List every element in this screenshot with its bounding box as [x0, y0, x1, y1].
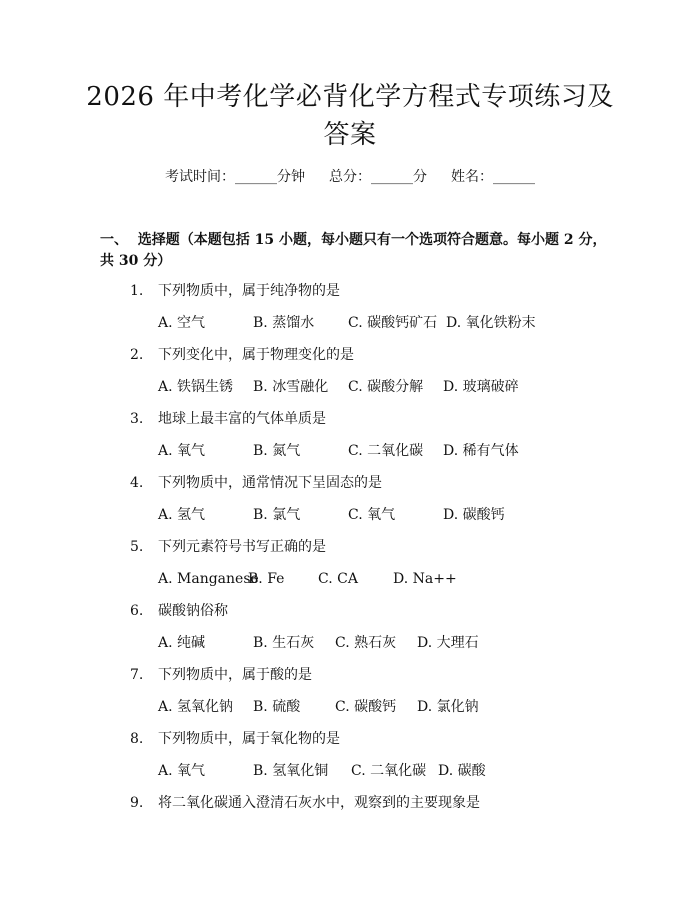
option-c: C. 二氧化碳	[351, 763, 427, 779]
question-9	[130, 793, 480, 813]
option-d: D. 氧化铁粉末	[446, 315, 536, 331]
question-2-options	[158, 377, 519, 397]
exam-time-label: 考试时间：______分钟	[165, 169, 305, 185]
option-b: B. 蒸馏水	[253, 315, 315, 331]
option-d: D. 碳酸	[438, 763, 486, 779]
section-heading-line-1: 一、 选择题（本题包括 15 小题，每小题只有一个选项符合题意。每小题 2 分，	[100, 232, 607, 248]
question-text: 下列物质中，属于酸的是	[158, 667, 312, 683]
question-number: 1.	[130, 283, 144, 299]
question-4	[130, 473, 382, 493]
exam-meta	[0, 167, 700, 187]
question-5-options	[158, 569, 457, 589]
question-1	[130, 281, 340, 301]
question-5	[130, 537, 326, 557]
question-text: 地球上最丰富的气体单质是	[158, 411, 326, 427]
option-b: B. 生石灰	[253, 635, 315, 651]
question-number: 2.	[130, 347, 144, 363]
question-text: 将二氧化碳通入澄清石灰水中，观察到的主要现象是	[158, 795, 480, 811]
question-number: 8.	[130, 731, 144, 747]
option-a: A. Manganese	[158, 571, 259, 587]
option-b: B. 氮气	[253, 443, 301, 459]
option-c: C. 碳酸分解	[348, 379, 424, 395]
option-c: C. 碳酸钙	[335, 699, 397, 715]
option-c: C. 二氧化碳	[348, 443, 424, 459]
question-6-options	[158, 633, 479, 653]
option-d: D. Na++	[393, 571, 457, 587]
question-8-options	[158, 761, 486, 781]
question-number: 6.	[130, 603, 144, 619]
question-1-options	[158, 313, 536, 333]
question-2	[130, 345, 354, 365]
question-3	[130, 409, 326, 429]
question-text: 下列变化中，属于物理变化的是	[158, 347, 354, 363]
question-4-options	[158, 505, 505, 525]
question-number: 4.	[130, 475, 144, 491]
option-b: B. 氢氧化铜	[253, 763, 329, 779]
page-title-line-2: 答案	[323, 120, 377, 150]
option-a: A. 氢气	[158, 507, 206, 523]
section-heading-line-2: 共 30 分）	[100, 253, 172, 269]
question-8	[130, 729, 340, 749]
question-7-options	[158, 697, 479, 717]
question-3-options	[158, 441, 519, 461]
option-c: C. CA	[318, 571, 358, 587]
question-6	[130, 601, 228, 621]
question-7	[130, 665, 312, 685]
option-a: A. 纯碱	[158, 635, 206, 651]
question-text: 下列物质中，属于纯净物的是	[158, 283, 340, 299]
question-text: 下列元素符号书写正确的是	[158, 539, 326, 555]
page-title-line-1: 2026 年中考化学必背化学方程式专项练习及	[86, 82, 614, 112]
option-b: B. 硫酸	[253, 699, 301, 715]
option-a: A. 空气	[158, 315, 206, 331]
option-d: D. 碳酸钙	[443, 507, 505, 523]
option-c: C. 碳酸钙矿石	[348, 315, 438, 331]
option-a: A. 氢氧化钠	[158, 699, 234, 715]
total-score-label: 总分：______分	[329, 169, 427, 185]
option-a: A. 铁锅生锈	[158, 379, 234, 395]
option-b: B. 氯气	[253, 507, 301, 523]
question-number: 7.	[130, 667, 144, 683]
question-text: 下列物质中，属于氧化物的是	[158, 731, 340, 747]
option-b: B. 冰雪融化	[253, 379, 329, 395]
question-number: 3.	[130, 411, 144, 427]
question-number: 9.	[130, 795, 144, 811]
option-a: A. 氧气	[158, 443, 206, 459]
option-c: C. 氧气	[348, 507, 396, 523]
option-d: D. 稀有气体	[443, 443, 519, 459]
option-b: B. Fe	[248, 571, 285, 587]
option-a: A. 氧气	[158, 763, 206, 779]
option-d: D. 氯化钠	[417, 699, 479, 715]
option-c: C. 熟石灰	[335, 635, 397, 651]
option-d: D. 大理石	[417, 635, 479, 651]
student-name-label: 姓名：______	[451, 169, 535, 185]
question-text: 碳酸钠俗称	[158, 603, 228, 619]
question-text: 下列物质中，通常情况下呈固态的是	[158, 475, 382, 491]
question-number: 5.	[130, 539, 144, 555]
option-d: D. 玻璃破碎	[443, 379, 519, 395]
